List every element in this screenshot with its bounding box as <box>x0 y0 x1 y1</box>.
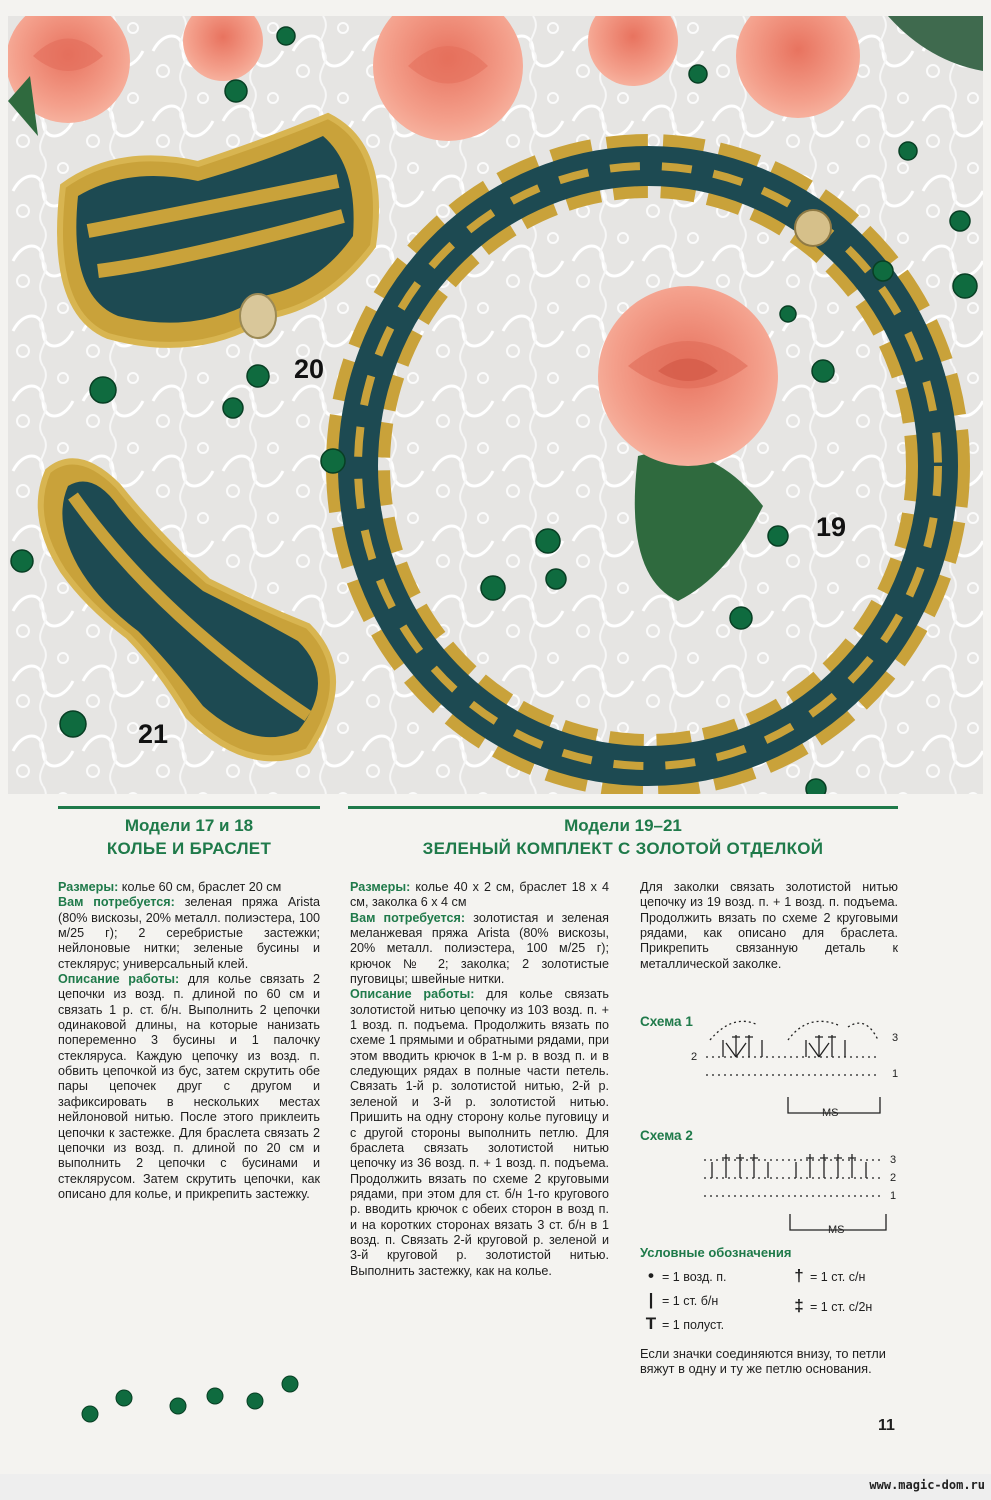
scheme-2-diagram <box>700 1140 910 1240</box>
scheme-1-row-3: 3 <box>892 1032 899 1044</box>
right-header <box>348 815 898 861</box>
left-header <box>58 815 320 861</box>
legend-hdc-icon: T <box>645 1314 657 1333</box>
right-body-text <box>640 880 898 972</box>
left-sizes-label: Размеры: <box>58 880 119 894</box>
clip-instructions: Для заколки связать золотистой нитью цепочку из 19 возд. п. + 1 возд. п. подъема. Продолжить вязать по схеме 2 круговыми рядами, как описано для браслета. Прикрепить связанную деталь к металлической заколке. <box>640 880 898 971</box>
left-need-text: зеленая пряжа Arista (80% вискозы, 20% металл. полиэстера, 100 м/25 г); 2 серебристые застежки; нейлоновые нитки; зеленые бусины и стеклярус; универсальный клей. <box>58 895 321 971</box>
legend-chain-text: = 1 возд. п. <box>662 1270 727 1284</box>
right-title-models: Модели 19–21 <box>564 816 682 835</box>
model-number-21: 21 <box>138 719 169 749</box>
left-title-models: Модели 17 и 18 <box>124 816 254 835</box>
scheme-1-row-2: 2 <box>691 1051 698 1063</box>
right-work-label: Описание работы: <box>350 987 475 1002</box>
legend-hdc-text: = 1 полуст. <box>662 1318 725 1332</box>
legend-note: Если значки соединяются внизу, то петли вяжут в одну и ту же петлю основания. <box>640 1346 886 1377</box>
scheme-2-row-2: 2 <box>890 1172 897 1184</box>
legend-chain-icon: • <box>648 1266 654 1285</box>
right-header-rule <box>348 806 898 809</box>
left-header-rule <box>58 806 320 809</box>
legend-tr-icon: ‡ <box>794 1296 804 1315</box>
scheme-1-diagram <box>688 1015 908 1120</box>
model-number-20: 20 <box>294 354 325 384</box>
legend-dc-text: = 1 ст. с/н <box>810 1270 866 1284</box>
left-work-text: для колье связать 2 цепочки из возд. п. длиной по 60 см и связать 1 р. ст. б/н. Выполнить 2 цепочки одинаковой длины, на которые нанизать попеременно 3 бусины и 1 палочку стекляруса. Каждую цепочку из возд. п. обвить цепочкой из бус, затем скрутить обе пары цепочек друг с другом и зафиксировать в нескольких местах нейлоновой нитью. После этого приклеить цепочки к застежке. Для браслета связать 2 цепочки из возд. п. длиной по 20 см и выполнить 2 цепочки с бусинами и стеклярусом. Затем скрутить цепочки, как описано для колье, и прикрепить застежку. <box>58 972 320 1201</box>
scheme-2-row-3: 3 <box>890 1154 897 1166</box>
legend-sc-text: = 1 ст. б/н <box>662 1294 719 1308</box>
left-need-label: Вам потребуется: <box>58 895 175 910</box>
product-photo <box>8 16 983 794</box>
right-title-name: ЗЕЛЕНЫЙ КОМПЛЕКТ С ЗОЛОТОЙ ОТДЕЛКОЙ <box>422 839 824 858</box>
scheme-1-ms-label: MS <box>822 1107 839 1119</box>
right-sizes-label: Размеры: <box>350 880 411 894</box>
footer-bar <box>0 1474 991 1500</box>
middle-body-text <box>350 880 609 1279</box>
scheme-2-ms-label: MS <box>828 1224 845 1236</box>
legend-sc-icon: | <box>648 1290 654 1309</box>
scheme-2-row-1: 1 <box>890 1190 897 1202</box>
right-work-text: для колье связать золотистой нитью цепочку из 103 возд. п. + 1 возд. п. подъема. Продолжить вязать по схеме 1 прямыми и обратными рядами, при этом вводить крючок в 1-м р. в возд п. и в следующих рядах в полные части петель. Связать 1-й р. золотистой нитью, 2-й р. зеленой и 3-й р. золотистой нитью. Пришить на одну сторону колье пуговицу и с другой стороны выполнить петлю. Для браслета связать золотистой нитью цепочку из 36 возд. п. + 1 возд. п. подъема. Продолжить вязать по схеме 2 круговыми рядами, при этом для ст. б/н 1-го кругового р. вводить крючок с обеих сторон в возд п. и на коротких сторонах вязать 3 ст. б/н в 1 возд. п. Связать 2-й круговой р. зеленой и 3-й круговой р. золотистой нитью. Выполнить застежку, как на колье. <box>350 987 609 1278</box>
left-sizes-text: колье 60 см, браслет 20 см <box>118 880 282 894</box>
page-number: 11 <box>878 1417 895 1434</box>
scheme-2-title: Схема 2 <box>640 1128 693 1143</box>
legend-title: Условные обозначения <box>640 1245 792 1260</box>
right-need-text: золотистая и зеленая меланжевая пряжа Arista (80% вискозы, 20% металл. полиэстера, 100 м/25 г); крючок № 2; заколка; 2 золотистые пуговицы; швейные нитки. <box>350 910 609 987</box>
right-need-label: Вам потребуется: <box>350 910 466 925</box>
legend-tr-text: = 1 ст. с/2н <box>810 1300 873 1314</box>
right-sizes-text: колье 40 х 2 см, браслет 18 х 4 см, заколка 6 х 4 см <box>350 880 609 910</box>
left-body-text <box>58 880 320 1202</box>
legend-dc-icon: † <box>794 1266 804 1285</box>
scheme-1-row-1: 1 <box>892 1068 899 1080</box>
left-work-label: Описание работы: <box>58 972 180 987</box>
left-title-name: КОЛЬЕ И БРАСЛЕТ <box>106 839 272 858</box>
footer-url: www.magic-dom.ru <box>869 1478 985 1492</box>
legend <box>640 1266 910 1336</box>
scheme-1-title: Схема 1 <box>640 1014 693 1029</box>
decorative-sequins <box>70 1370 310 1430</box>
model-number-19: 19 <box>816 512 847 542</box>
